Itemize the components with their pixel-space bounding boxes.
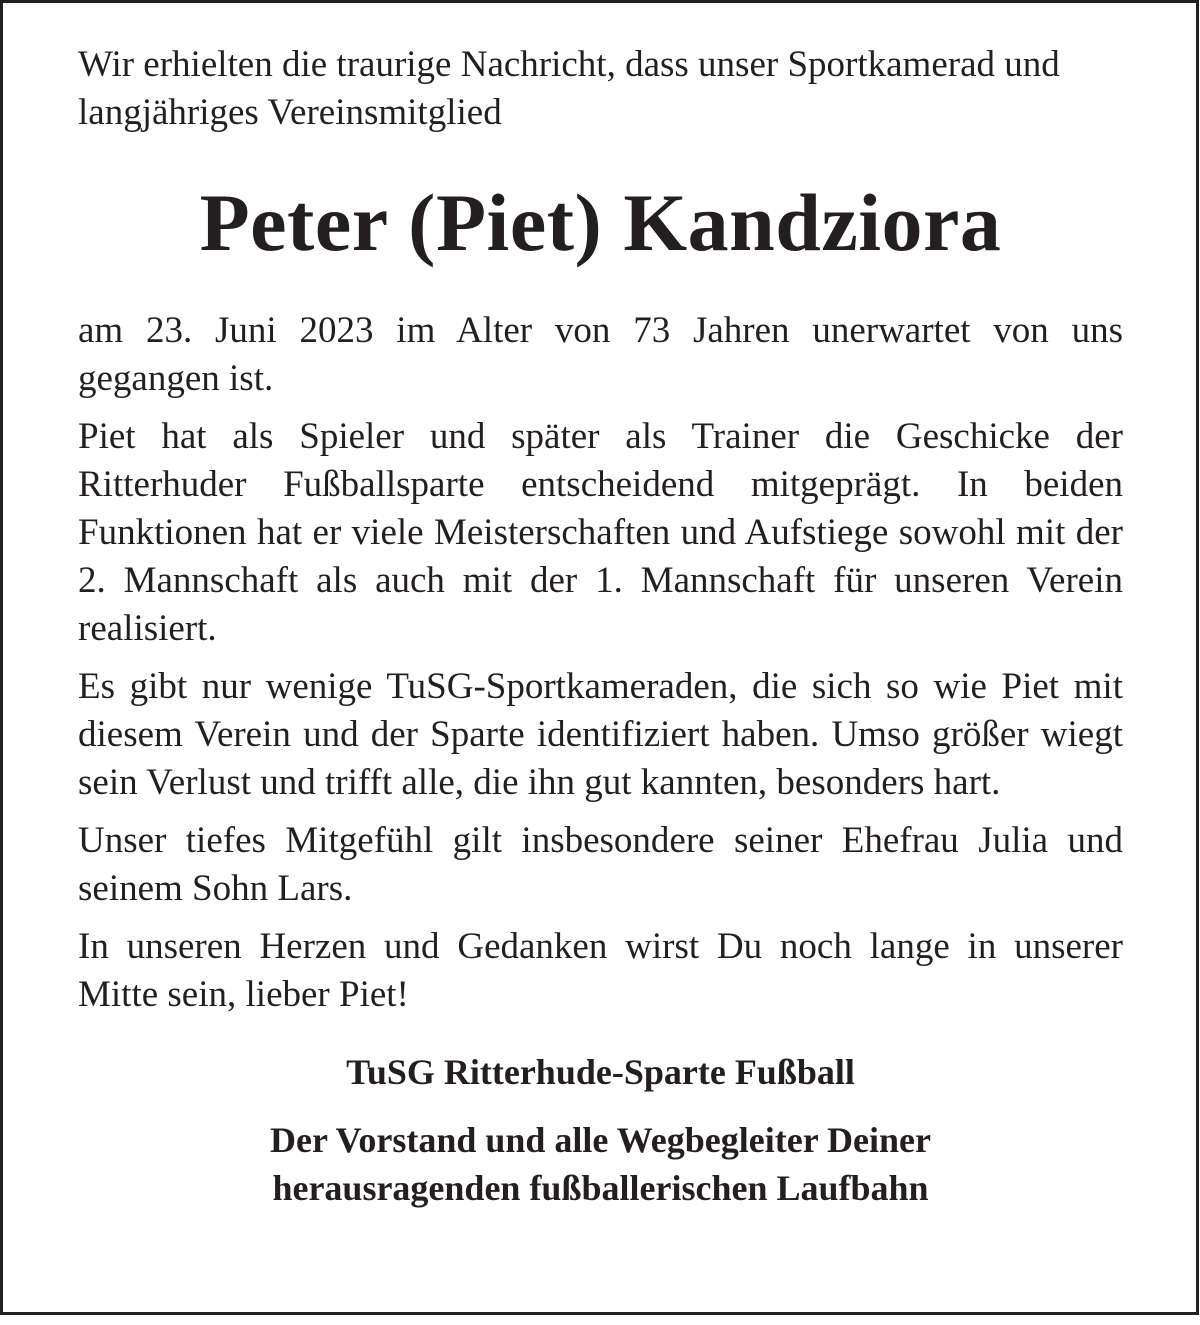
tribute-paragraph: Es gibt nur wenige TuSG-Sportkameraden, die sich so wie Piet mit diesem Verein und der Sparte identifiziert haben. Umso größer wiegt sein Verlust und trifft alle, die ihn gut kannten, besonders hart. [78,666,1123,803]
death-date-paragraph: am 23. Juni 2023 im Alter von 73 Jahren unerwartet von uns gegangen ist. [78,310,1123,399]
farewell-paragraph: In unseren Herzen und Gedanken wirst Du noch lange in unserer Mitte sein, lieber Piet! [78,926,1123,1015]
signature-line-1: Der Vorstand und alle Wegbegleiter Deiner [270,1120,931,1160]
condolence-paragraph: Unser tiefes Mitgefühl gilt insbesondere seiner Ehefrau Julia und seinem Sohn Lars. [78,820,1123,909]
signature-line-2: herausragenden fußballerischen Laufbahn [272,1168,929,1208]
notice-content [78,41,1123,1212]
deceased-name: Peter (Piet) Kandziora [199,177,1002,268]
career-paragraph: Piet hat als Spieler und später als Trainer die Geschicke der Ritterhuder Fußballsparte entscheidend mitgeprägt. In beiden Funktionen hat er viele Meisterschaften und Aufstiege sowohl mit der 2. Mannschaft als auch mit der 1. Mannschaft für unseren Verein realisiert. [78,416,1123,649]
signature-club: TuSG Ritterhude-Sparte Fußball [346,1052,855,1092]
intro-text: Wir erhielten die traurige Nachricht, dass unser Sportkamerad und langjähriges Vereinsmitglied [78,44,1060,133]
